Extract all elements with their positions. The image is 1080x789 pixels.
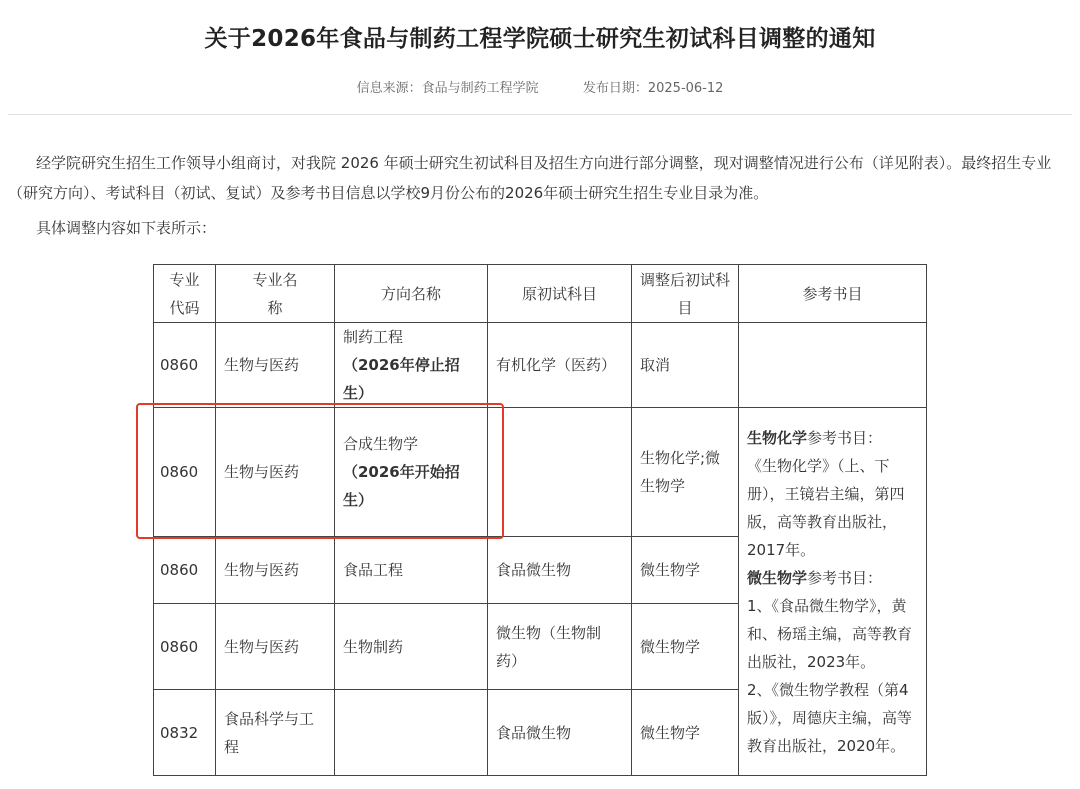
cell-reference-books bbox=[739, 408, 927, 776]
cell-name: 生物与医药 bbox=[216, 604, 335, 690]
cell-name: 生物与医药 bbox=[216, 408, 335, 537]
cell-code: 0860 bbox=[154, 537, 216, 604]
highlight-box bbox=[136, 403, 504, 539]
cell-adjusted: 微生物学 bbox=[632, 604, 739, 690]
cell-code: 0860 bbox=[154, 408, 216, 537]
direction-label: 合成生物学 bbox=[343, 435, 419, 453]
intro-paragraph: 经学院研究生招生工作领导小组商讨，对我院 2026 年硕士研究生初试科目及招生方向进行部分调整，现对调整情况进行公布（详见附表）。最终招生专业（研究方向）、考试科目（初试、复试）及参考书目信息以学校9月份公布的2026年硕士研究生招生专业目录为准。 bbox=[8, 154, 1052, 202]
publish-date: 发布日期：2025-06-12 bbox=[582, 81, 724, 96]
cell-original bbox=[488, 408, 632, 537]
header-name: 专业名称 bbox=[216, 265, 335, 323]
header-original: 原初试科目 bbox=[488, 265, 632, 323]
ref-biochem-suffix: 参考书目： bbox=[807, 428, 883, 447]
cell-adjusted: 微生物学 bbox=[632, 690, 739, 776]
cell-original: 微生物（生物制药） bbox=[488, 604, 632, 690]
direction-label: 制药工程 bbox=[343, 328, 404, 346]
cell-original: 有机化学（医药） bbox=[488, 323, 632, 408]
direction-note: （2026年停止招生） bbox=[343, 356, 460, 402]
cell-direction: 生物制药 bbox=[335, 604, 488, 690]
header-books: 参考书目 bbox=[739, 265, 927, 323]
table-header-row bbox=[154, 265, 927, 323]
cell-name: 生物与医药 bbox=[216, 323, 335, 408]
cell-adjusted: 微生物学 bbox=[632, 537, 739, 604]
header-adjusted: 调整后初试科目 bbox=[632, 265, 739, 323]
cell-original: 食品微生物 bbox=[488, 537, 632, 604]
source-info: 信息来源：食品与制药工程学院 bbox=[356, 81, 539, 96]
article-title: 关于2026年食品与制药工程学院硕士研究生初试科目调整的通知 bbox=[204, 26, 876, 52]
cell-code: 0832 bbox=[154, 690, 216, 776]
cell-code: 0860 bbox=[154, 323, 216, 408]
ref-biochem-book: 《生物化学》（上、下册），王镜岩主编，第四版，高等教育出版社，2017年。 bbox=[747, 456, 905, 559]
ref-micro-book-2: 2、《微生物学教程（第4版）》，周德庆主编，高等教育出版社，2020年。 bbox=[747, 680, 913, 755]
cell-original: 食品微生物 bbox=[488, 690, 632, 776]
cell-code: 0860 bbox=[154, 604, 216, 690]
cell-name: 生物与医药 bbox=[216, 537, 335, 604]
cell-name: 食品科学与工程 bbox=[216, 690, 335, 776]
ref-micro-title: 微生物学 bbox=[747, 568, 808, 587]
ref-biochem-title: 生物化学 bbox=[747, 428, 808, 447]
ref-micro-suffix: 参考书目： bbox=[807, 568, 883, 587]
cell-direction: 食品工程 bbox=[335, 537, 488, 604]
cell-direction bbox=[335, 323, 488, 408]
title-divider bbox=[8, 114, 1072, 115]
article-meta bbox=[0, 77, 1080, 96]
cell-books-empty bbox=[739, 323, 927, 408]
table-intro-paragraph: 具体调整内容如下表所示： bbox=[36, 219, 217, 237]
table-row bbox=[154, 323, 927, 408]
cell-direction bbox=[335, 690, 488, 776]
direction-note: （2026年开始招生） bbox=[343, 463, 460, 509]
ref-micro-book-1: 1、《食品微生物学》，黄和、杨瑶主编，高等教育出版社，2023年。 bbox=[747, 596, 913, 671]
header-code: 专业代码 bbox=[154, 265, 216, 323]
cell-adjusted: 取消 bbox=[632, 323, 739, 408]
cell-adjusted: 生物化学;微生物学 bbox=[632, 408, 739, 537]
header-direction: 方向名称 bbox=[335, 265, 488, 323]
